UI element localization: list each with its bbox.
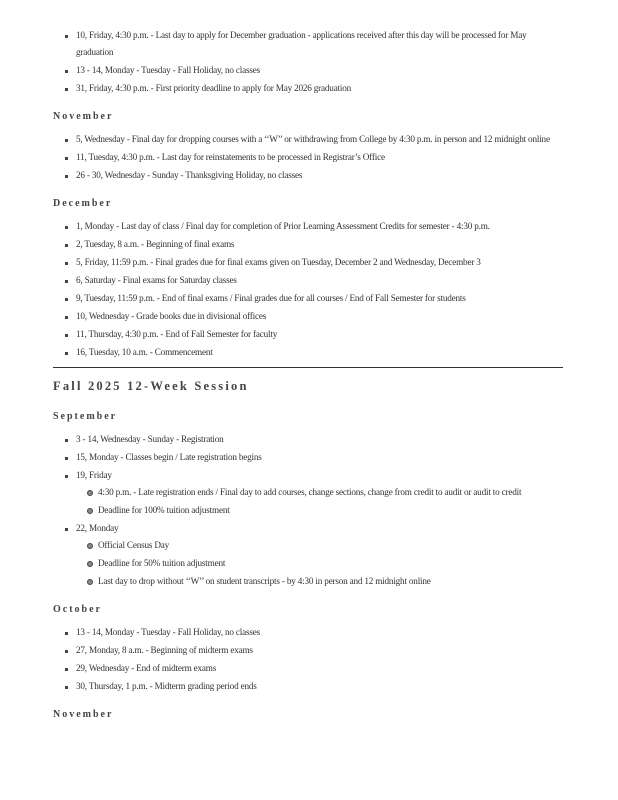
month-heading: October	[53, 604, 102, 615]
calendar-document	[53, 27, 563, 729]
list-item	[76, 62, 563, 79]
event-text: 5, Friday, 11:59 p.m. - Final grades due for final exams given on Tuesday, December 2 and Wednesday, December 3	[76, 257, 481, 267]
list-item	[76, 431, 563, 448]
event-text: 11, Tuesday, 4:30 p.m. - Last day for reinstatements to be processed in Registrar’s Office	[76, 152, 385, 162]
list-item	[76, 678, 563, 695]
list-item	[76, 642, 563, 659]
list-item	[76, 660, 563, 677]
list-item	[76, 236, 563, 253]
sub-event-list	[76, 484, 563, 519]
event-text: 13 - 14, Monday - Tuesday - Fall Holiday, no classes	[76, 627, 260, 637]
month-heading: November	[53, 709, 114, 720]
event-text: 11, Thursday, 4:30 p.m. - End of Fall Semester for faculty	[76, 329, 278, 339]
event-text: 26 - 30, Wednesday - Sunday - Thanksgiving Holiday, no classes	[76, 170, 303, 180]
sub-list-item: Official Census Day	[98, 537, 563, 554]
event-list	[53, 131, 563, 184]
event-list	[53, 431, 563, 590]
sub-event-list	[76, 537, 563, 590]
list-item	[76, 167, 563, 184]
event-text: 15, Monday - Classes begin / Late registration begins	[76, 452, 262, 462]
event-text: 16, Tuesday, 10 a.m. - Commencement	[76, 347, 213, 357]
event-text: 2, Tuesday, 8 a.m. - Beginning of final exams	[76, 239, 235, 249]
event-text: 10, Friday, 4:30 p.m. - Last day to apply for December graduation - applications received after this day will be processed for May graduation	[76, 30, 527, 57]
list-item	[76, 467, 563, 519]
event-text: 31, Friday, 4:30 p.m. - First priority deadline to apply for May 2026 graduation	[76, 83, 352, 93]
event-text: 10, Wednesday - Grade books due in divisional offices	[76, 311, 267, 321]
sub-list-item: Deadline for 100% tuition adjustment	[98, 502, 563, 519]
list-item	[76, 80, 563, 97]
list-item	[76, 254, 563, 271]
list-item	[76, 218, 563, 235]
event-text: 13 - 14, Monday - Tuesday - Fall Holiday, no classes	[76, 65, 260, 75]
list-item	[76, 290, 563, 307]
event-text: 3 - 14, Wednesday - Sunday - Registration	[76, 434, 224, 444]
list-item	[76, 624, 563, 641]
event-text: 9, Tuesday, 11:59 p.m. - End of final exams / Final grades due for all courses / End of Fall Semester for students	[76, 293, 466, 303]
sub-list-item: 4:30 p.m. - Late registration ends / Final day to add courses, change sections, change from credit to audit or audit to credit	[98, 484, 563, 501]
list-item	[76, 344, 563, 361]
month-heading: November	[53, 111, 114, 122]
event-text: 30, Thursday, 1 p.m. - Midterm grading period ends	[76, 681, 257, 691]
event-text: 27, Monday, 8 a.m. - Beginning of midterm exams	[76, 645, 253, 655]
event-text: 5, Wednesday - Final day for dropping courses with a ‘‘W’’ or withdrawing from College by 4:30 p.m. in person and 12 midnight online	[76, 134, 550, 144]
month-heading: September	[53, 411, 118, 422]
list-item	[76, 308, 563, 325]
event-text: 22, Monday	[76, 523, 119, 533]
event-text: 19, Friday	[76, 470, 112, 480]
divider	[53, 367, 563, 368]
list-item	[76, 520, 563, 590]
list-item	[76, 149, 563, 166]
list-item	[76, 27, 563, 61]
list-item	[76, 272, 563, 289]
event-text: 6, Saturday - Final exams for Saturday classes	[76, 275, 237, 285]
section-title: Fall 2025 12-Week Session	[53, 379, 249, 393]
list-item	[76, 131, 563, 148]
event-list	[53, 27, 563, 97]
sub-list-item: Last day to drop without ‘‘W’’ on student transcripts - by 4:30 in person and 12 midnight online	[98, 573, 563, 590]
event-list	[53, 624, 563, 695]
event-text: 29, Wednesday - End of midterm exams	[76, 663, 217, 673]
list-item	[76, 449, 563, 466]
sub-list-item: Deadline for 50% tuition adjustment	[98, 555, 563, 572]
event-list	[53, 218, 563, 361]
month-heading: December	[53, 198, 113, 209]
event-text: 1, Monday - Last day of class / Final day for completion of Prior Learning Assessment Credits for semester - 4:30 p.m.	[76, 221, 490, 231]
list-item	[76, 326, 563, 343]
